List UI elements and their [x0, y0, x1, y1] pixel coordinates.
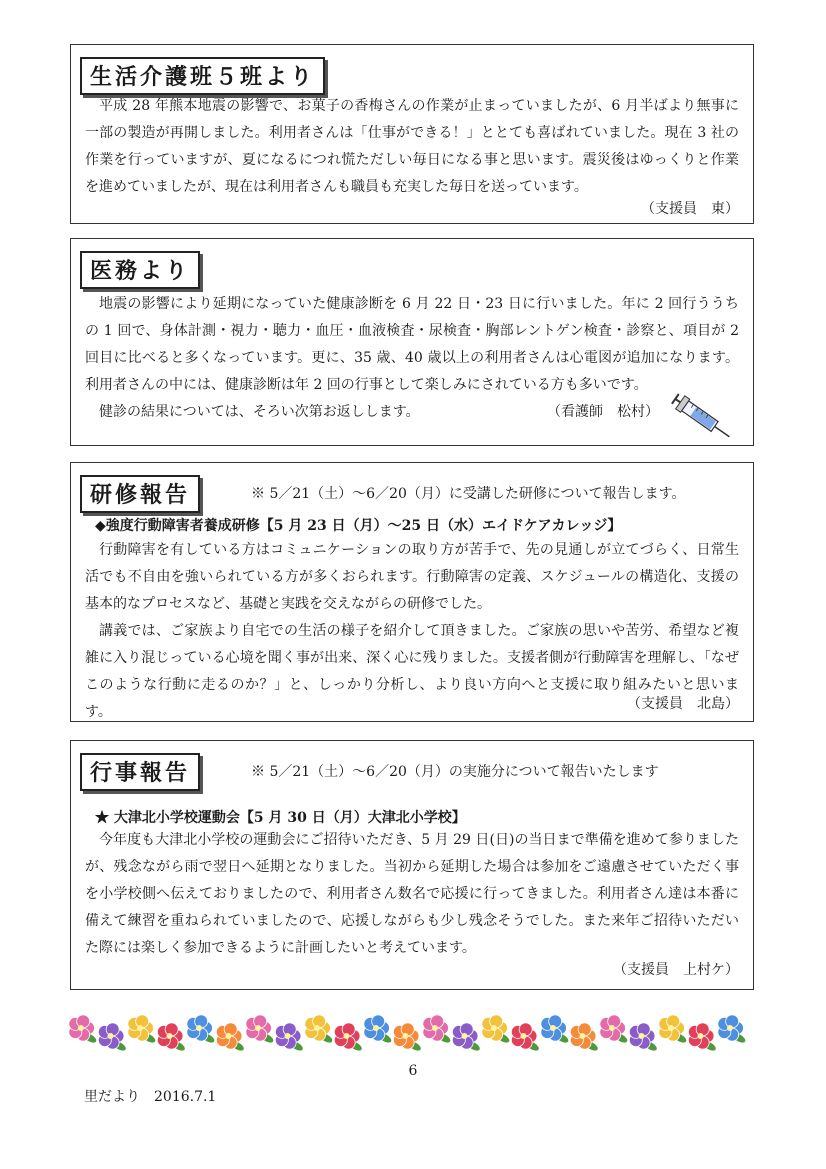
paragraph: 行動障害を有している方はコミュニケーションの取り方が苦手で、先の見通しが立てづらく、日常生活でも不自由を強いられている方が多くおられます。行動障害の定義、スケジュールの構造化、支援の基本的なプロセスなど、基礎と実践を交えながらの研修でした。 — [85, 542, 739, 612]
flower-icon — [246, 1015, 275, 1045]
footer-issue: 里だより 2016.7.1 — [84, 1089, 217, 1105]
flower-icon — [275, 1023, 304, 1053]
flower-icon — [128, 1015, 157, 1045]
signature: （支援員 東） — [641, 201, 739, 217]
flower-icon — [541, 1015, 570, 1045]
section-training-report — [70, 462, 754, 722]
flower-icon — [423, 1015, 452, 1045]
signature: （支援員 上村ケ） — [613, 962, 739, 978]
closing-line — [85, 399, 739, 426]
section-note: ※ 5／21（土）～6／20（月）に受講した研修について報告します。 — [251, 486, 686, 502]
flower-border-icon — [66, 1006, 756, 1058]
flower-icon — [334, 1023, 363, 1053]
signature: （看護師 松村） — [547, 404, 659, 420]
event-heading: ★ 大津北小学校運動会【5 月 30 日（月）大津北小学校】 — [95, 810, 466, 826]
flower-icon — [157, 1023, 186, 1053]
section-title: 研修報告 — [80, 475, 200, 513]
flower-icon — [659, 1015, 688, 1045]
paragraph: 今年度も大津北小学校の運動会にご招待いただき、5 月 29 日(日)の当日まで準備を進めて参りましたが、残念ながら雨で翌日へ延期となりました。当初から延期した場合は参加をご遠慮させていただく事を小学校側へ伝えておりましたので、利用者さん数名で応援に行ってきました。利用者さん達は本番に備えて練習を重ねられていましたので、応援しながらも少し残念そうでした。また来年ご招待いただいた際には楽しく参加できるように計画したいと考えています。 — [85, 832, 739, 956]
signature: （支援員 北島） — [627, 696, 739, 712]
page-number: 6 — [408, 1063, 418, 1079]
closing-text: 健診の結果については、そろい次第お返しします。 — [99, 404, 420, 420]
paragraph: 平成 28 年熊本地震の影響で、お菓子の香梅さんの作業が止まっていましたが、6 月半ばより無事に一部の製造が再開しました。利用者さんは「仕事ができる！」ととても喜ばれていました。現在 3 社の作業を行っていますが、夏になるにつれ慌ただしい毎日になる事と思います。震災後はゆっくりと作業を進めていましたが、現在は利用者さんも職員も充実した毎日を送っています。 — [85, 98, 739, 195]
section-body — [85, 827, 739, 962]
section-body — [85, 291, 739, 426]
paragraph: 地震の影響により延期になっていた健康診断を 6 月 22 日・23 日に行いました。年に 2 回行ううちの 1 回で、身体計測・視力・聴力・血圧・血液検査・尿検査・胸部レントゲン検査・診察と、項目が 2 回目に比べると多くなっています。更に、35 歳、40 歳以上の利用者さんは心電図が追加になります。利用者さんの中には、健康診断は年 2 回の行事として楽しみにされている方も多いです。 — [85, 296, 739, 393]
flower-icon — [600, 1015, 629, 1045]
flower-icon — [718, 1015, 747, 1045]
section-title: 医務より — [80, 251, 200, 289]
flower-icon — [364, 1015, 393, 1045]
flower-icon — [511, 1023, 540, 1053]
section-title: 行事報告 — [80, 753, 200, 791]
flower-icon — [452, 1023, 481, 1053]
flower-icon — [570, 1023, 599, 1053]
flower-icon — [688, 1023, 717, 1053]
training-heading: ◆強度行動障害者養成研修【5 月 23 日（月）～25 日（水）エイドケアカレッジ】 — [95, 518, 622, 534]
flower-icon — [305, 1015, 334, 1045]
flower-icon — [393, 1023, 422, 1053]
paragraph: 講義では、ご家族より自宅での生活の様子を紹介して頂きました。ご家族の思いや苦労、希望など複雑に入り混じっている心境を聞く事が出来、深く心に残りました。支援者側が行動障害を理解し、「なぜこのような行動に走るのか？」と、しっかり分析し、より良い方向へと支援に取り組みたいと思います。 — [85, 623, 739, 720]
section-body — [85, 93, 739, 201]
section-event-report — [70, 740, 754, 990]
section-note: ※ 5／21（土）～6／20（月）の実施分について報告いたします — [251, 764, 659, 780]
flower-icon — [482, 1015, 511, 1045]
section-title: 生活介護班５班より — [80, 57, 325, 95]
section-medical — [70, 238, 754, 446]
flower-icon — [98, 1023, 127, 1053]
flower-icon — [216, 1023, 245, 1053]
flower-icon — [69, 1015, 98, 1045]
section-life-care-group5 — [70, 44, 754, 224]
flower-icon — [187, 1015, 216, 1045]
syringe-icon — [669, 389, 739, 449]
flower-icon — [629, 1023, 658, 1053]
